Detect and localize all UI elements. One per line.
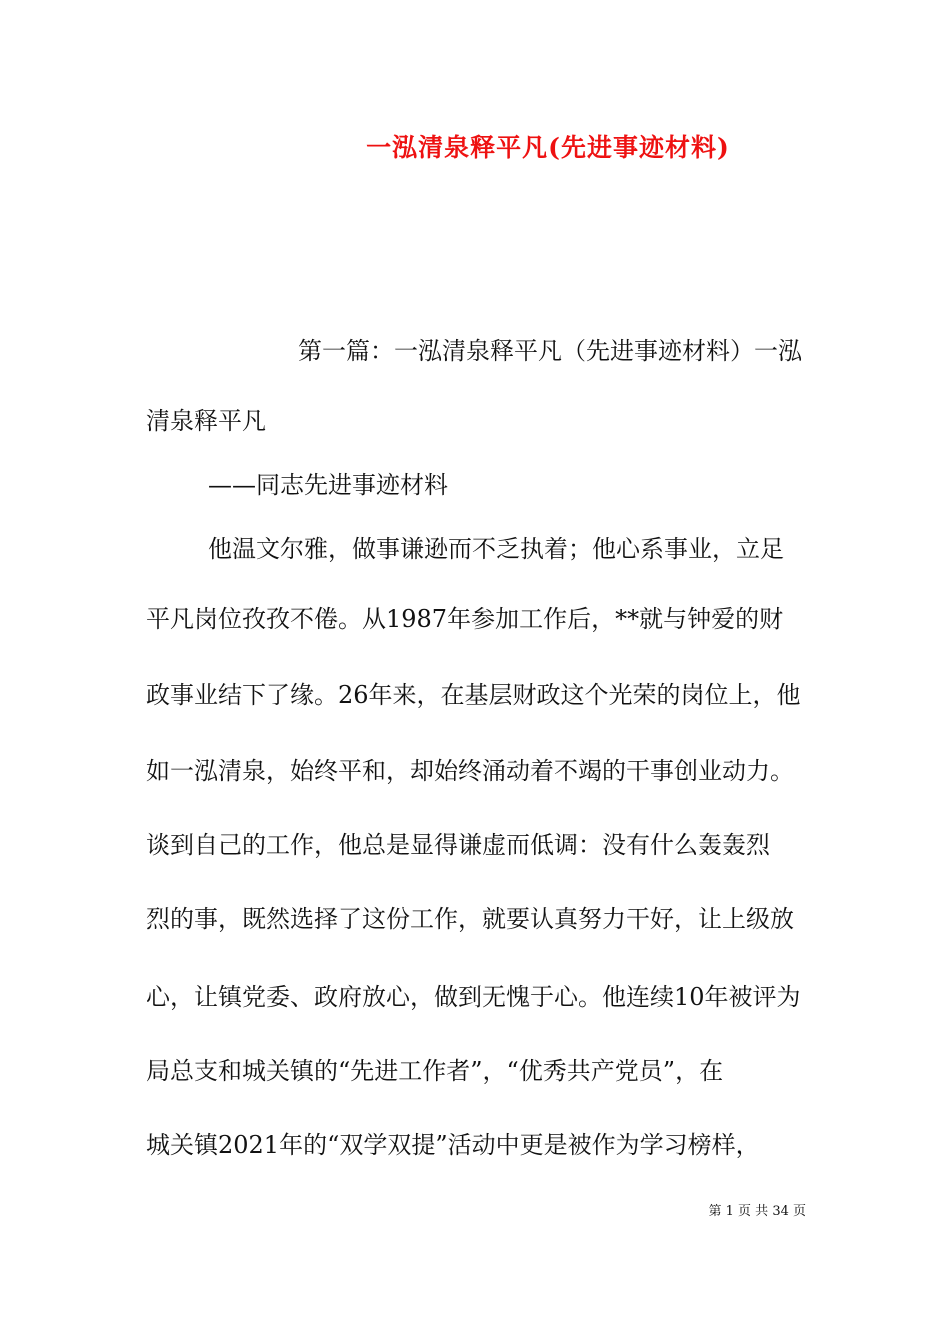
paragraph-line-5: 平凡岗位孜孜不倦。从1987年参加工作后，**就与钟爱的财 bbox=[146, 605, 784, 633]
paragraph-line-4: 他温文尔雅，做事谦逊而不乏执着；他心系事业，立足 bbox=[208, 535, 784, 563]
paragraph-line-11: 局总支和城关镇的“先进工作者”，“优秀共产党员”，在 bbox=[146, 1057, 724, 1085]
paragraph-line-1: 第一篇：一泓清泉释平凡（先进事迹材料）一泓 bbox=[298, 337, 802, 365]
subtitle-line: ——同志先进事迹材料 bbox=[208, 471, 448, 499]
paragraph-line-6: 政事业结下了缘。26年来，在基层财政这个光荣的岗位上，他 bbox=[146, 681, 801, 709]
page-indicator: 第 1 页 共 34 页 bbox=[708, 1204, 806, 1219]
paragraph-line-12: 城关镇2021年的“双学双提”活动中更是被作为学习榜样， bbox=[146, 1131, 760, 1159]
paragraph-line-9: 烈的事，既然选择了这份工作，就要认真努力干好，让上级放 bbox=[146, 905, 794, 933]
paragraph-line-7: 如一泓清泉，始终平和，却始终涌动着不竭的干事创业动力。 bbox=[146, 757, 794, 785]
paragraph-line-10: 心，让镇党委、政府放心，做到无愧于心。他连续10年被评为 bbox=[146, 983, 801, 1011]
document-title: 一泓清泉释平凡(先进事迹材料) bbox=[366, 133, 730, 162]
paragraph-line-8: 谈到自己的工作，他总是显得谦虚而低调：没有什么轰轰烈 bbox=[146, 831, 770, 859]
paragraph-line-2: 清泉释平凡 bbox=[146, 407, 266, 435]
